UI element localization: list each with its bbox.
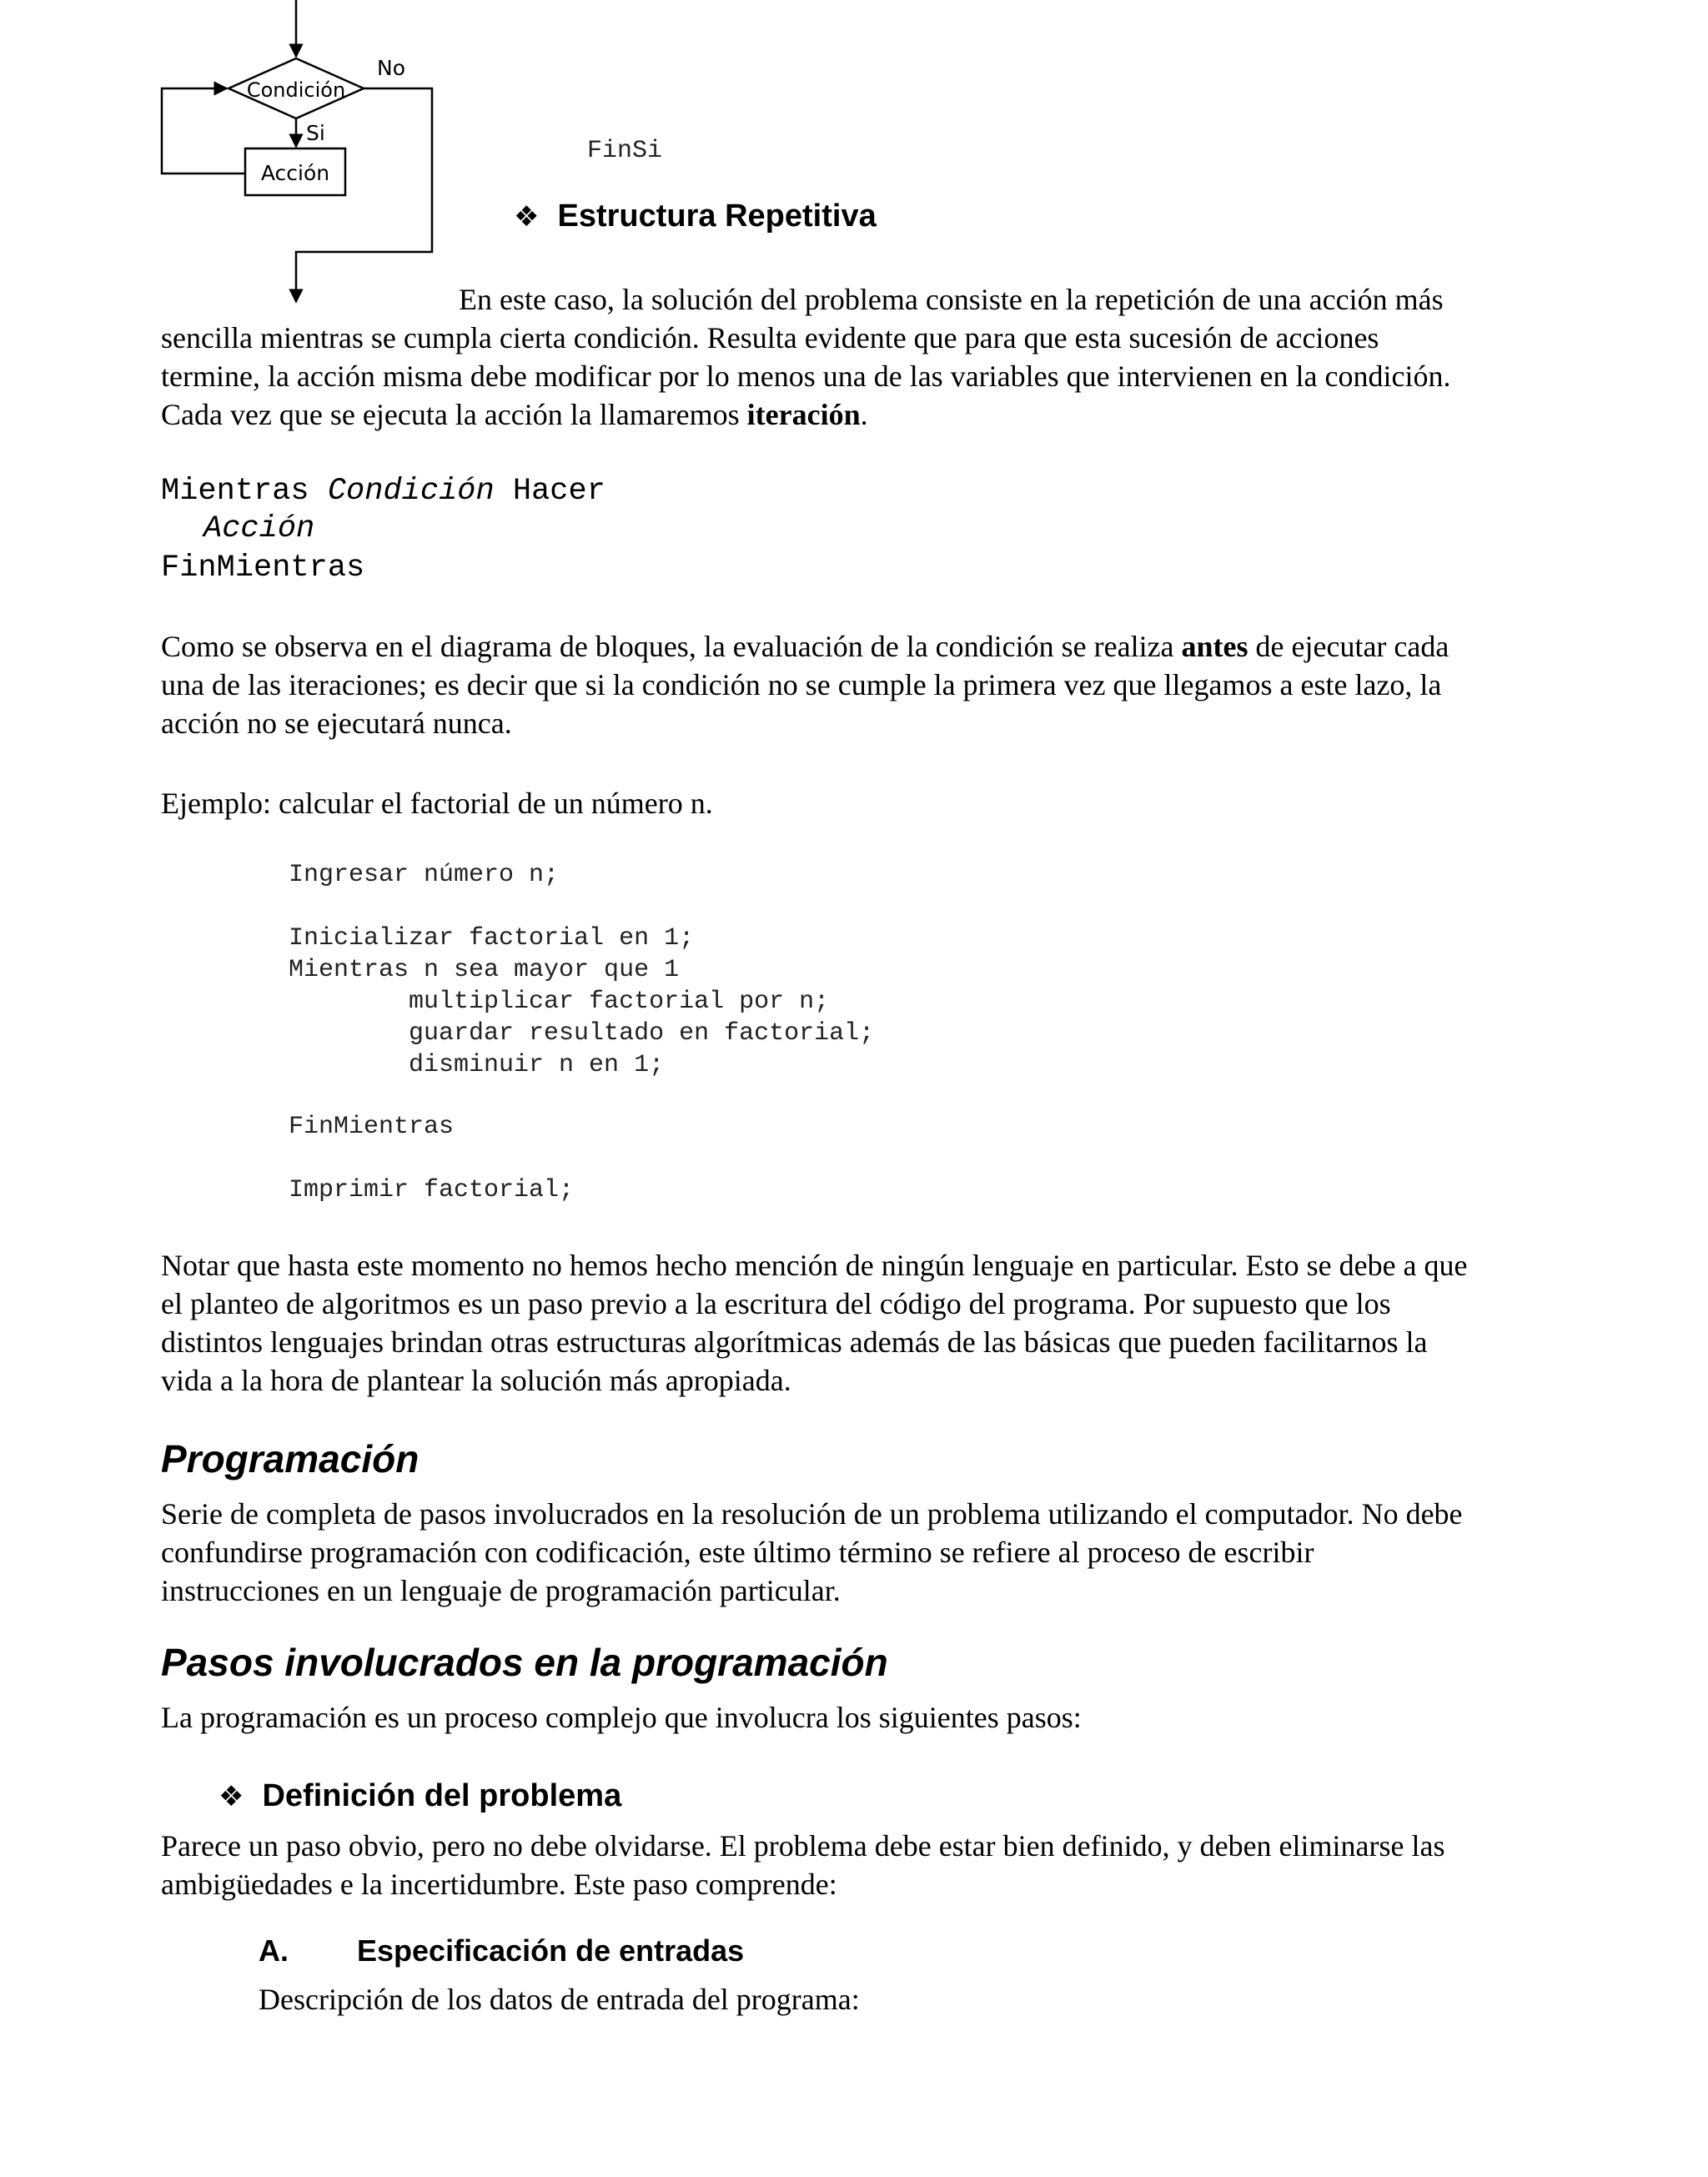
- paragraph-line: Parece un paso obvio, pero no debe olvidarse. El problema debe estar bien definido, y deben eliminarse las: [161, 1829, 1445, 1863]
- paragraph-line: Notar que hasta este momento no hemos hecho mención de ningún lenguaje en particular. Esto se debe a que: [161, 1249, 1468, 1282]
- code-line: Inicializar factorial en 1;: [289, 924, 695, 953]
- especificacion-desc: Descripción de los datos de entrada del programa:: [259, 1983, 860, 2016]
- section-title: Definición del problema: [262, 1778, 622, 1813]
- pseudo-accion-line: Acción: [203, 511, 315, 546]
- section-heading-repetitiva: [514, 199, 877, 234]
- iteration-term: iteración: [746, 398, 861, 431]
- paragraph-line: una de las iteraciones; es decir que si la condición no se cumple la primera vez que llegamos a este lazo, la: [161, 668, 1442, 701]
- paragraph-line: ambigüedades e la incertidumbre. Este paso comprende:: [161, 1868, 837, 1901]
- action-label: Acción: [260, 161, 330, 185]
- paragraph-line: sencilla mientras se cumpla cierta condición. Resulta evidente que para que esta sucesión de acciones: [161, 321, 1379, 354]
- paragraph-line: acción no se ejecutará nunca.: [161, 706, 512, 740]
- finsi-text: FinSi: [587, 137, 663, 165]
- condition-label: Condición: [246, 78, 346, 102]
- paragraph-line: vida a la hora de plantear la solución más apropiada.: [161, 1364, 791, 1397]
- paragraph-line: Cada vez que se ejecuta la acción la llamaremos iteración.: [161, 398, 868, 431]
- code-line: multiplicar factorial por n;: [289, 988, 830, 1016]
- observation-paragraph: [161, 627, 1645, 742]
- code-line: Mientras n sea mayor que 1: [289, 956, 680, 984]
- paragraph-line: Serie de completa de pasos involucrados en la resolución de un problema utilizando el computador. No debe: [161, 1497, 1463, 1531]
- definicion-paragraph: [161, 1827, 1645, 1903]
- section-heading-definicion: [219, 1778, 621, 1814]
- heading-pasos: Pasos involucrados en la programación: [161, 1641, 888, 1684]
- subheading-letter: A.: [259, 1933, 289, 1968]
- heading-programacion: Programación: [161, 1437, 419, 1481]
- code-line: Imprimir factorial;: [289, 1176, 575, 1204]
- example-title: Ejemplo: calcular el factorial de un número n.: [161, 787, 713, 820]
- code-line: FinMientras: [289, 1113, 455, 1141]
- pseudo-condition: Condición: [327, 474, 495, 509]
- paragraph-line: el planteo de algoritmos es un paso previo a la escritura del código del programa. Por supuesto que los: [161, 1287, 1391, 1320]
- code-line: Ingresar número n;: [289, 861, 560, 889]
- section-title: Estructura Repetitiva: [557, 199, 877, 234]
- si-label: Si: [306, 121, 325, 145]
- antes-term: antes: [1181, 630, 1248, 663]
- diamond-bullet-icon: ❖: [514, 200, 540, 234]
- paragraph-line: En este caso, la solución del problema consiste en la repetición de una acción más: [459, 283, 1444, 316]
- paragraph-line: confundirse programación con codificación, este último término se refiere al proceso de escribir: [161, 1536, 1314, 1569]
- while-loop-flowchart: [150, 0, 450, 317]
- loop-back-line: [162, 88, 245, 173]
- note-paragraph: [161, 1246, 1645, 1400]
- paragraph-line: Como se observa en el diagrama de bloques, la evaluación de la condición se realiza antes de ejecutar cada: [161, 630, 1449, 663]
- programacion-paragraph: [161, 1495, 1645, 1610]
- pseudo-mientras-line: Mientras Condición Hacer: [161, 474, 605, 509]
- repetitive-paragraph: [161, 280, 1645, 434]
- paragraph-line: instrucciones en un lenguaje de programación particular.: [161, 1574, 841, 1607]
- diamond-bullet-icon: ❖: [219, 1780, 244, 1813]
- pasos-intro: La programación es un proceso complejo que involucra los siguientes pasos:: [161, 1701, 1082, 1734]
- no-label: No: [377, 56, 405, 80]
- code-line: guardar resultado en factorial;: [289, 1019, 875, 1048]
- subheading-especificacion: Especificación de entradas: [357, 1933, 745, 1968]
- code-line: disminuir n en 1;: [289, 1051, 665, 1079]
- pseudo-finmientras-line: FinMientras: [161, 551, 365, 586]
- paragraph-line: distintos lenguajes brindan otras estructuras algorítmicas además de las básicas que pueden facilitarnos la: [161, 1325, 1428, 1359]
- paragraph-line: termine, la acción misma debe modificar por lo menos una de las variables que intervienen en la condición.: [161, 359, 1451, 393]
